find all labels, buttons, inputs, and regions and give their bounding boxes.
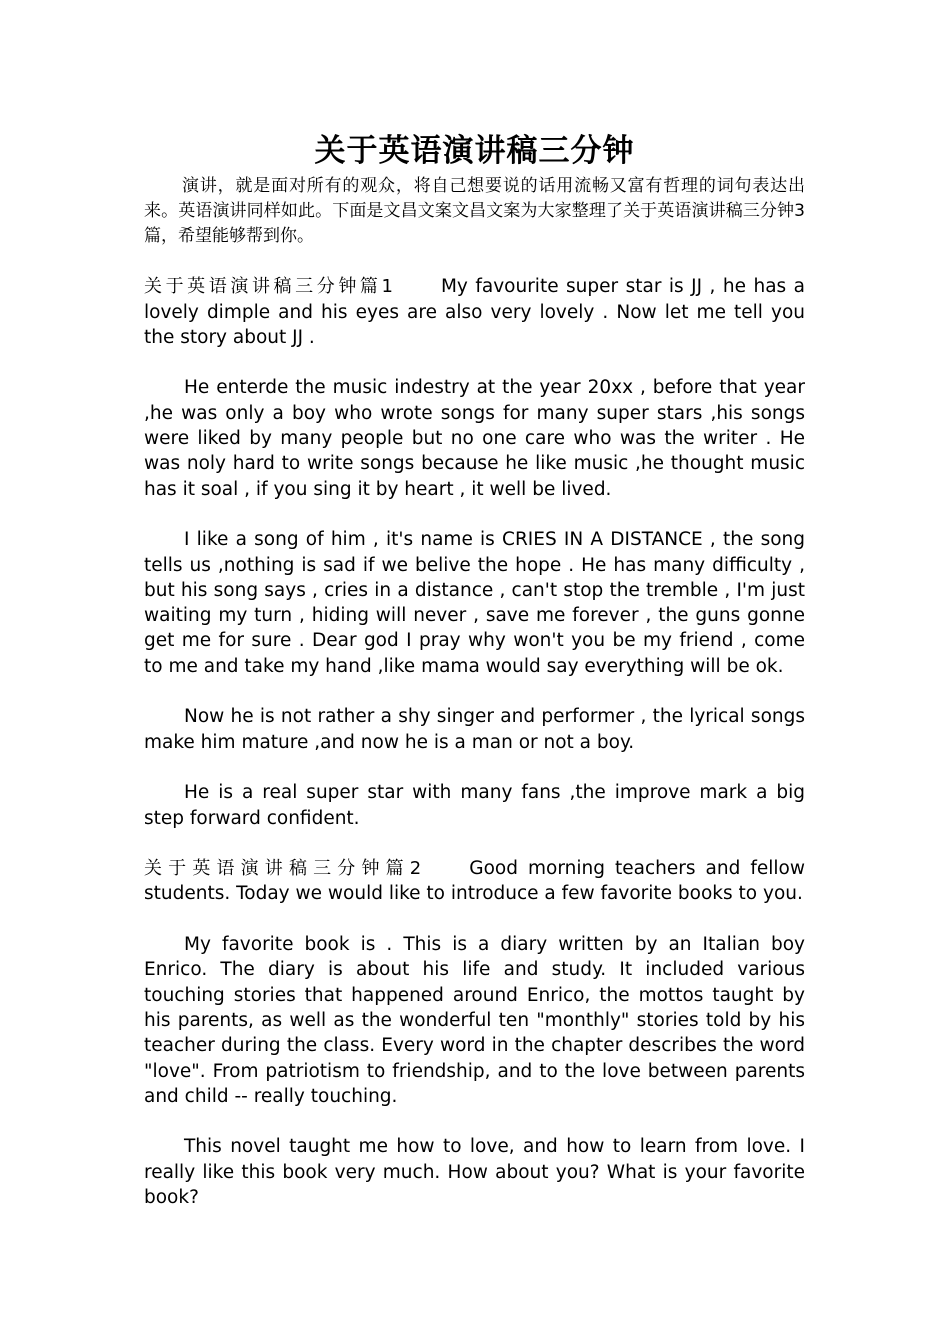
document-page	[144, 128, 805, 1210]
document-title: 关于英语演讲稿三分钟	[314, 133, 635, 169]
section2-heading: 关于英语演讲稿三分钟篇2	[144, 858, 424, 880]
section1-heading: 关于英语演讲稿三分钟篇1	[144, 276, 395, 298]
section2-first-text: Good morning teachers and fellow students. Today we would like to introduce a few favorite books to you.	[144, 858, 805, 905]
intro-paragraph: 演讲，就是面对所有的观众，将自己想要说的话用流畅又富有哲理的词句表达出来。英语演讲同样如此。下面是文昌文案文昌文案为大家整理了关于英语演讲稿三分钟3篇，希望能够帮到你。	[144, 176, 805, 246]
section2-first-paragraph	[144, 856, 805, 907]
section1-paragraph-4: He is a real super star with many fans ,the improve mark a big step forward confident.	[144, 782, 805, 829]
section1-first-paragraph	[144, 274, 805, 350]
section2-paragraph-1: My favorite book is . This is a diary written by an Italian boy Enrico. The diary is about his life and study. It included various touching stories that happened around Enrico, the mottos taught by his parents, as well as the wonderful ten "monthly" stories told by his teacher during the class. Every word in the chapter describes the word "love". From patriotism to friendship, and to the love between parents and child -- really touching.	[144, 934, 805, 1107]
section1-first-text: My favourite super star is JJ , he has a lovely dimple and his eyes are also very lovely . Now let me tell you the story about JJ .	[144, 276, 806, 348]
section2-paragraph-2: This novel taught me how to love, and how to learn from love. I really like this book very much. How about you? What is your favorite book?	[144, 1136, 805, 1208]
section1-paragraph-1: He enterde the music indestry at the year 20xx , before that year ,he was only a boy who wrote songs for many super stars ,his songs were liked by many people but no one care who was the writer . He was noly hard to write songs because he like music ,he thought music has it soal , if you sing it by heart , it well be lived.	[144, 377, 805, 500]
section1-paragraph-3: Now he is not rather a shy singer and performer , the lyrical songs make him mature ,and now he is a man or not a boy.	[144, 706, 805, 753]
section1-paragraph-2: I like a song of him , it's name is CRIES IN A DISTANCE , the song tells us ,nothing is sad if we belive the hope . He has many difficulty , but his song says , cries in a distance , can't stop the tremble , I'm just waiting my turn , hiding will never , save me forever , the guns gonne get me for sure . Dear god I pray why won't you be my friend , come to me and take my hand ,like mama would say everything will be ok.	[144, 529, 805, 677]
